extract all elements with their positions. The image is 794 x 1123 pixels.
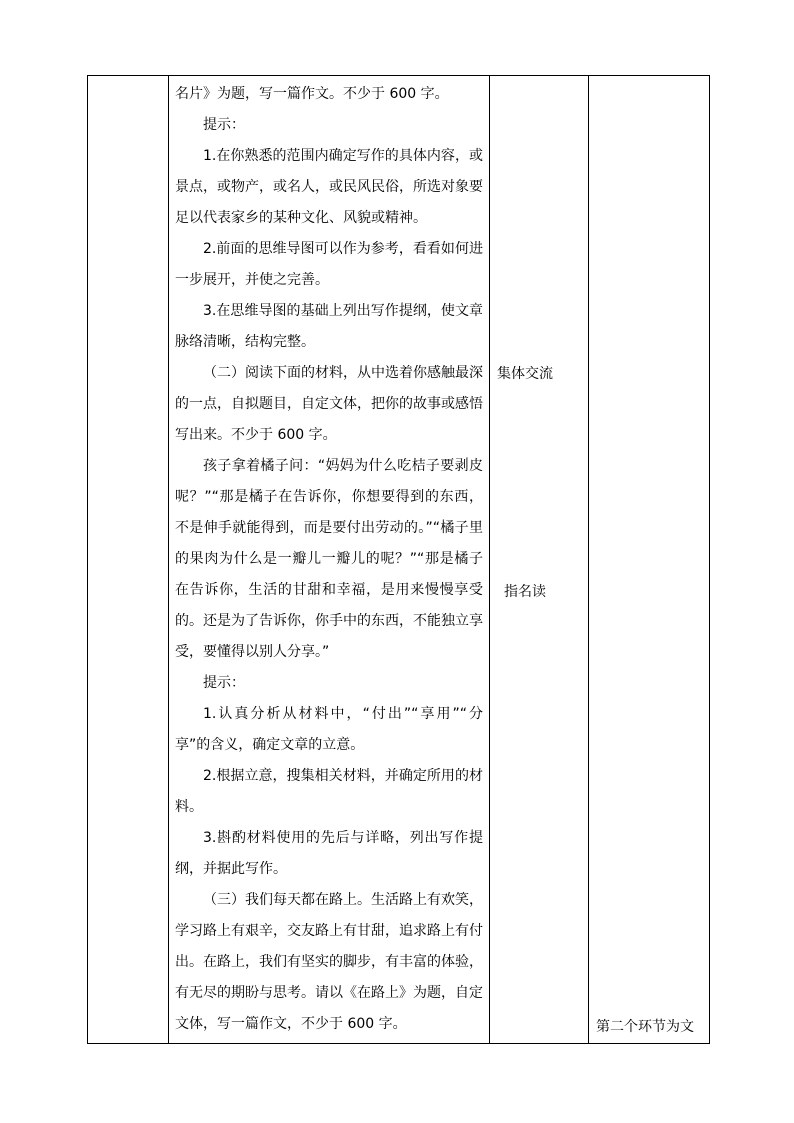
- lesson-plan-table: [87, 75, 710, 1044]
- blank-cell: [88, 76, 169, 1044]
- activity-cell: [490, 76, 589, 1044]
- notes-wrap: [589, 76, 709, 1043]
- paragraph: 3.在思维导图的基础上列出写作提纲，使文章脉络清晰，结构完整。: [175, 303, 483, 350]
- notes-cell: [589, 76, 710, 1044]
- paragraph: （三）我们每天都在路上。生活路上有欢笑，学习路上有艰辛，交友路上有甘甜，追求路上有付出。在路上，我们有坚实的脚步，有丰富的体验，有无尽的期盼与思考。请以《在路上》为题，自定文体，写一篇作文，不少于 600 字。: [175, 892, 483, 1032]
- activity-group-exchange: 集体交流: [497, 366, 553, 382]
- paragraph: 提示：: [203, 117, 245, 133]
- paragraph: 3.斟酌材料使用的先后与详略，列出写作提纲，并据此写作。: [175, 830, 483, 877]
- activity-assigned-reading: 指名读: [504, 584, 546, 600]
- paragraph: 名片》为题，写一篇作文。不少于 600 字。: [175, 86, 449, 102]
- writing-task-text: [169, 76, 489, 1040]
- paragraph: 1.在你熟悉的范围内确定写作的具体内容，或景点，或物产，或名人，或民风民俗，所选对象要足以代表家乡的某种文化、风貌或精神。: [175, 148, 483, 226]
- paragraph: 孩子拿着橘子问：“妈妈为什么吃桔子要剥皮呢？”“那是橘子在告诉你，你想要得到的东西，不是伸手就能得到，而是要付出劳动的。”“橘子里的果肉为什么是一瓣儿一瓣儿的呢？”“那是橘子在告诉你，生活的甘甜和幸福，是用来慢慢享受的。还是为了告诉你，你手中的东西，不能独立享受，要懂得以别人分享。”: [175, 458, 483, 660]
- paragraph: 2.根据立意，搜集相关材料，并确定所用的材料。: [175, 768, 483, 815]
- paragraph: 2.前面的思维导图可以作为参考，看看如何进一步展开，并使之完善。: [175, 241, 483, 288]
- activity-wrap: [490, 76, 588, 1043]
- paragraph: （二）阅读下面的材料，从中选着你感触最深的一点，自拟题目，自定文体，把你的故事或感悟写出来。不少于 600 字。: [175, 365, 483, 443]
- table-row: [88, 76, 710, 1044]
- paragraph: 1.认真分析从材料中，“付出”“享用”“分享”的含义，确定文章的立意。: [175, 706, 483, 753]
- design-note: 第二个环节为文: [596, 1019, 694, 1035]
- content-cell: [169, 76, 490, 1044]
- paragraph: 提示：: [203, 675, 245, 691]
